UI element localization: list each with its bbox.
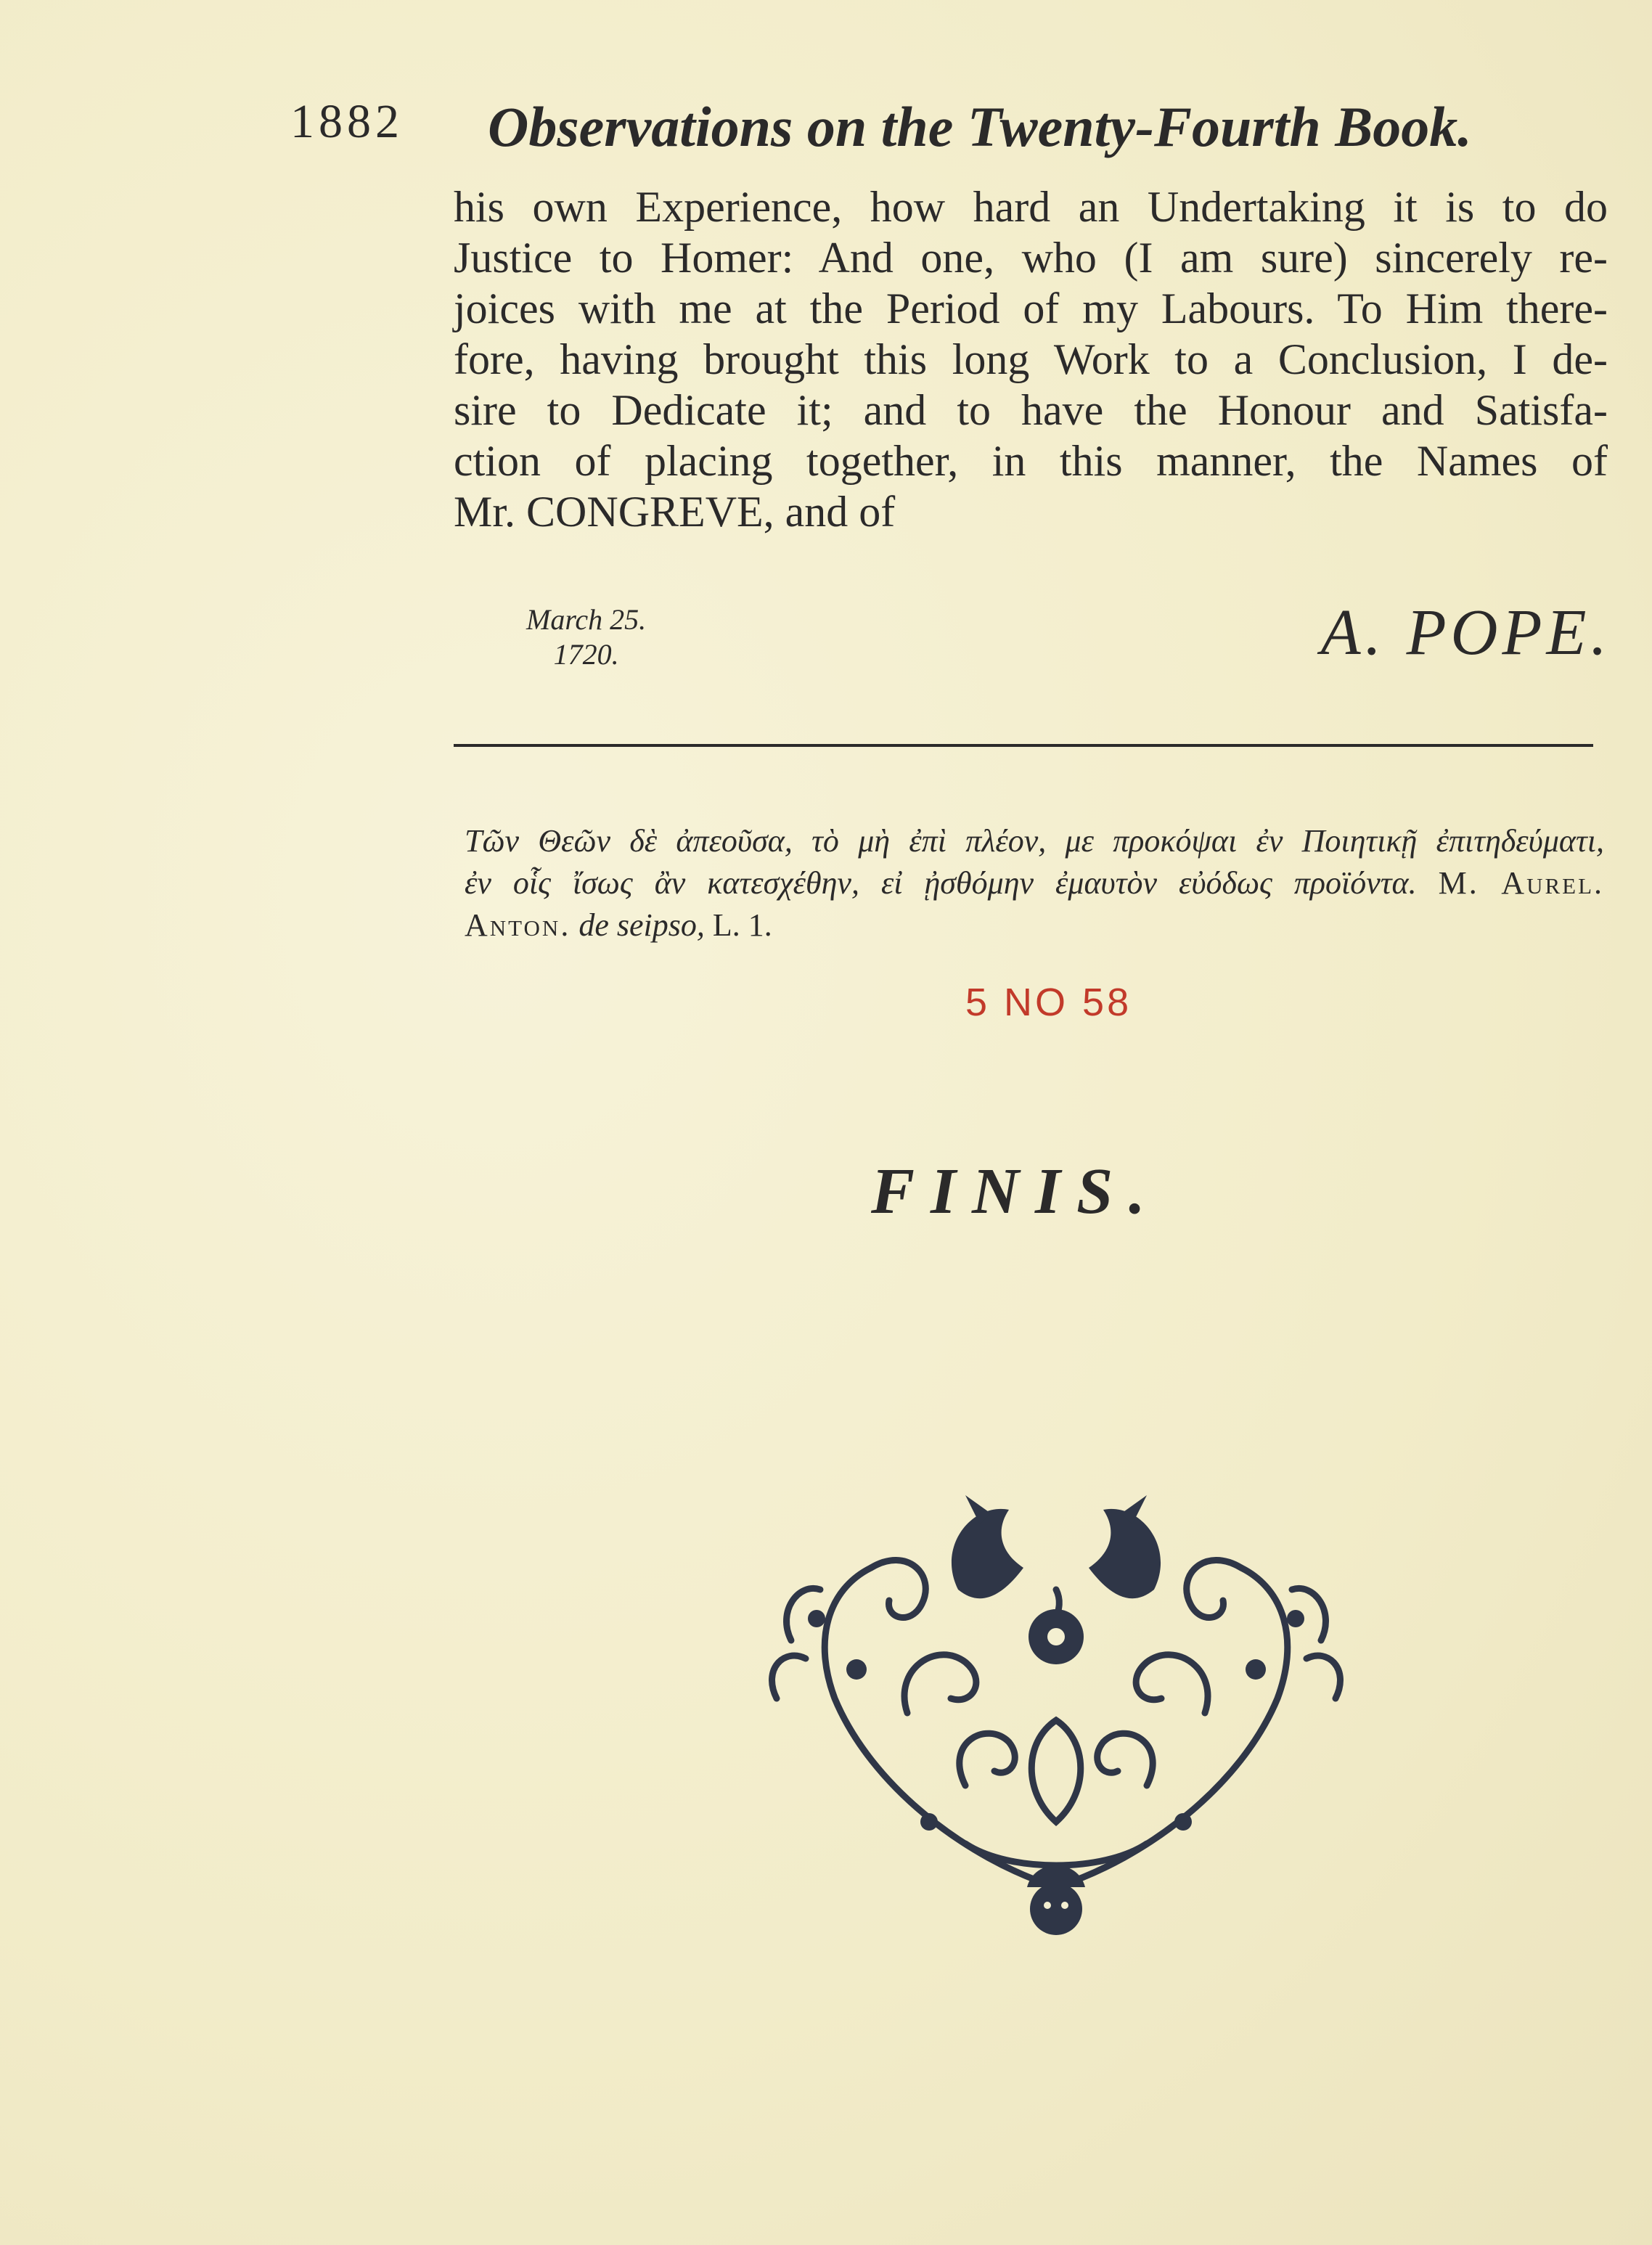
library-stamp: 5 NO 58 bbox=[965, 981, 1132, 1024]
text-line: Mr. CONGREVE, and of bbox=[454, 488, 896, 536]
page-header bbox=[290, 94, 1553, 174]
text-line: joices with me at the Period of my Labours. To Him there- bbox=[454, 285, 1608, 332]
author-signature: A. POPE. bbox=[1320, 597, 1611, 668]
date-line: 1720. bbox=[553, 638, 619, 671]
dedication-text bbox=[454, 181, 1608, 537]
signature-block bbox=[508, 588, 1611, 682]
quote-author: Anton. bbox=[465, 907, 571, 943]
quote-source: de seipso, bbox=[578, 907, 705, 943]
text-line: ction of placing together, in this manner, the Names of bbox=[454, 437, 1608, 485]
text-line: his own Experience, how hard an Undertaking it is to do bbox=[454, 183, 1608, 231]
text-line: sire to Dedicate it; and to have the Honour and Satisfa- bbox=[454, 386, 1608, 434]
running-title: Observations on the Twenty-Fourth Book. bbox=[488, 95, 1472, 158]
horizontal-rule bbox=[454, 744, 1593, 747]
quote-line bbox=[465, 862, 1604, 904]
quote-attribution: M. Aurel. bbox=[1438, 865, 1605, 901]
quote-line: Τῶν Θεῶν δὲ ἀπεοῦσα, τὸ μὴ ἐπὶ πλέον, με προκόψαι ἐν Ποιητικῇ ἐπιτηδεύματι, bbox=[465, 823, 1604, 859]
date bbox=[526, 602, 646, 672]
quote-reference: L. 1. bbox=[712, 907, 772, 943]
page-number: 1882 bbox=[290, 95, 404, 148]
greek-epigraph bbox=[465, 820, 1604, 946]
date-line: March 25. bbox=[526, 603, 647, 636]
printers-ornament-icon bbox=[748, 1481, 1365, 1945]
text-line: fore, having brought this long Work to a Conclusion, I de- bbox=[454, 335, 1608, 383]
text-line: Justice to Homer: And one, who (I am sure) sincerely re- bbox=[454, 234, 1608, 282]
quote-text: ἐν οἷς ἴσως ἂν κατεσχέθην, εἰ ᾐσθόμην ἐμαυτὸν εὐόδως προϊόντα. bbox=[465, 865, 1417, 901]
finis-heading: FINIS. bbox=[871, 1156, 1161, 1227]
quote-line bbox=[465, 904, 1604, 946]
